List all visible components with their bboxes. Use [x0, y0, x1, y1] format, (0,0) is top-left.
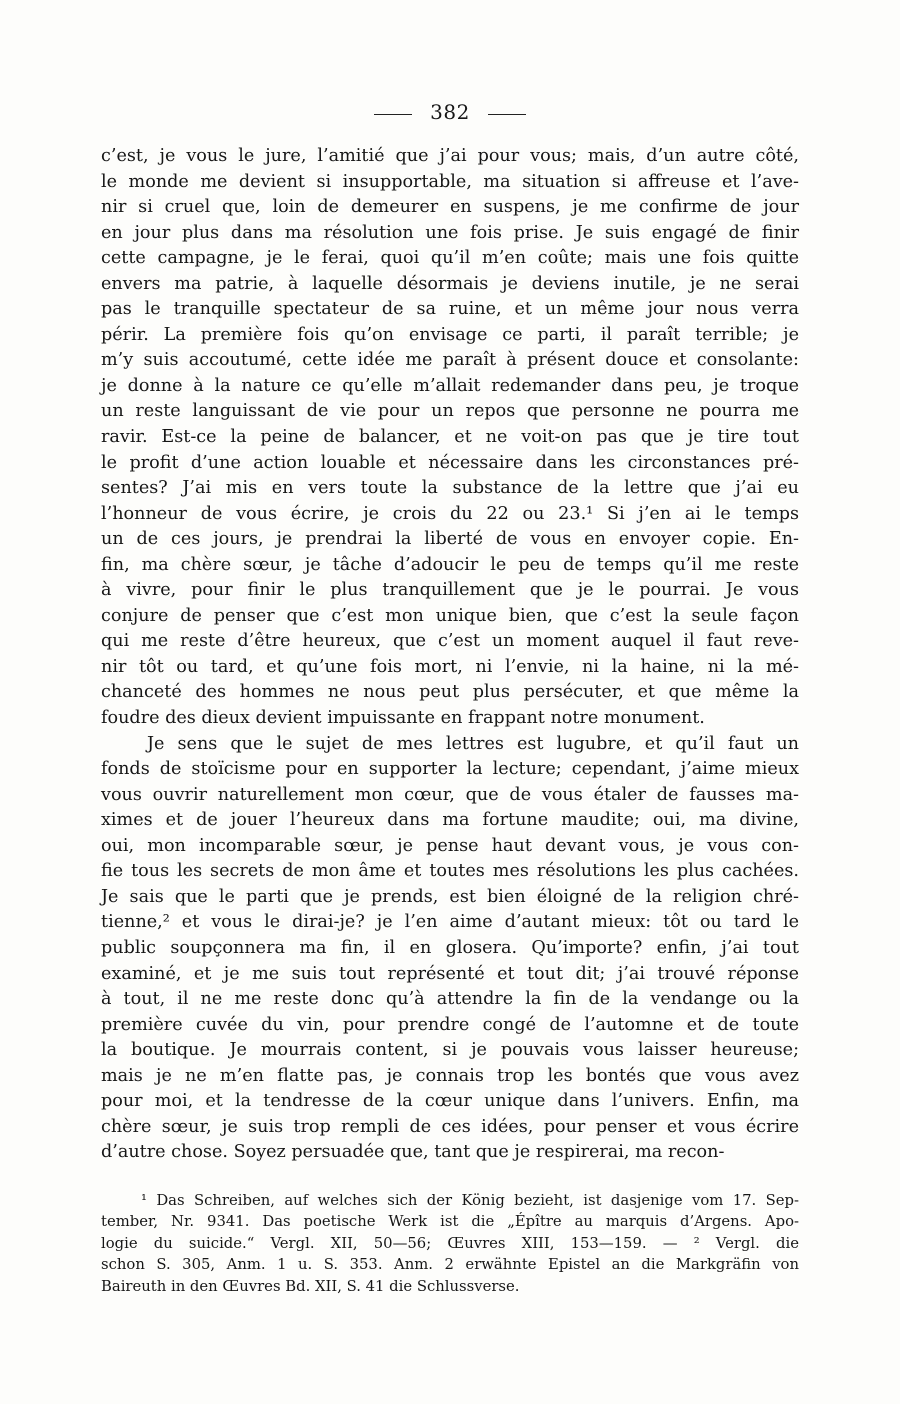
- text-line: vous ouvrir naturellement mon cœur, que de vous étaler de fausses ma-: [101, 784, 799, 805]
- text-line: c’est, je vous le jure, l’amitié que j’ai pour vous; mais, d’un autre côté,: [101, 146, 799, 166]
- text-line: fin, ma chère sœur, je tâche d’adoucir le peu de temps qu’il me reste: [101, 554, 799, 575]
- text-line: nir tôt ou tard, et qu’une fois mort, ni l’envie, ni la haine, ni la mé-: [101, 656, 799, 677]
- text-line: à tout, il ne me reste donc qu’à attendre la fin de la vendange ou la: [101, 989, 799, 1010]
- text-line: ximes et de jouer l’heureux dans ma fortune maudite; oui, ma divine,: [101, 810, 799, 831]
- text-line: qui me reste d’être heureux, que c’est un moment auquel il faut reve-: [101, 631, 799, 652]
- text-line: sentes? J’ai mis en vers toute la substance de la lettre que j’ai eu: [101, 478, 799, 499]
- text-line: chanceté des hommes ne nous peut plus persécuter, et que même la: [101, 682, 799, 703]
- text-line: un de ces jours, je prendrai la liberté de vous en envoyer copie. En-: [101, 529, 799, 550]
- text-line: fie tous les secrets de mon âme et toutes mes résolutions les plus cachées.: [101, 861, 799, 882]
- body-text: [101, 144, 799, 1166]
- footnote-line: ¹ Das Schreiben, auf welches sich der König bezieht, ist dasjenige vom 17. Sep-: [141, 1192, 799, 1209]
- text-line: Je sais que le parti que je prends, est bien éloigné de la religion chré-: [101, 886, 799, 907]
- text-line: la boutique. Je mourrais content, si je pouvais vous laisser heureuse;: [101, 1040, 799, 1061]
- text-line: nir si cruel que, loin de demeurer en suspens, je me confirme de jour: [101, 197, 799, 218]
- text-line: cette campagne, je le ferai, quoi qu’il m’en coûte; mais une fois quitte: [101, 248, 799, 269]
- text-line: pas le tranquille spectateur de sa ruine, et un même jour nous verra: [101, 299, 799, 320]
- text-line: fonds de stoïcisme pour en supporter la lecture; cependant, j’aime mieux: [101, 759, 799, 780]
- text-line: conjure de penser que c’est mon unique bien, que c’est la seule façon: [101, 605, 799, 626]
- text-line: Je sens que le sujet de mes lettres est lugubre, et qu’il faut un: [147, 733, 799, 754]
- left-dash-rule: [374, 114, 412, 115]
- footnotes: [101, 1190, 799, 1297]
- text-line: d’autre chose. Soyez persuadée que, tant que je respirerai, ma recon-: [101, 1142, 725, 1163]
- text-line: périr. La première fois qu’on envisage ce parti, il paraît terrible; je: [101, 324, 799, 345]
- text-line: examiné, et je me suis tout représenté et tout dit; j’ai trouvé réponse: [101, 963, 799, 984]
- text-line: public soupçonnera ma fin, il en glosera. Qu’importe? enfin, j’ai tout: [101, 937, 799, 958]
- text-line: l’honneur de vous écrire, je crois du 22 ou 23.¹ Si j’en ai le temps: [101, 503, 799, 524]
- text-line: foudre des dieux devient impuissante en frappant notre monument.: [101, 708, 705, 729]
- text-line: mais je ne m’en flatte pas, je connais trop les bontés que vous avez: [101, 1065, 799, 1086]
- footnote-line: Baireuth in den Œuvres Bd. XII, S. 41 die Schlussverse.: [101, 1277, 520, 1295]
- footnote-line: logie du suicide.“ Vergl. XII, 50—56; Œuvres XIII, 153—159. — ² Vergl. die: [101, 1234, 799, 1252]
- text-line: je donne à la nature ce qu’elle m’allait redemander dans peu, je troque: [101, 375, 799, 396]
- text-line: première cuvée du vin, pour prendre congé de l’automne et de toute: [101, 1014, 799, 1035]
- text-line: un reste languissant de vie pour un repos que personne ne pourra me: [101, 401, 799, 422]
- text-line: le monde me devient si insupportable, ma situation si affreuse et l’ave-: [101, 171, 799, 192]
- footnote-line: schon S. 305, Anm. 1 u. S. 353. Anm. 2 erwähnte Epistel an die Markgräfin von: [101, 1256, 799, 1274]
- text-line: le profit d’une action louable et nécessaire dans les circonstances pré-: [101, 452, 799, 473]
- text-line: pour moi, et la tendresse de la cœur unique dans l’univers. Enfin, ma: [101, 1091, 799, 1112]
- text-line: oui, mon incomparable sœur, je pense haut devant vous, je vous con-: [101, 835, 799, 856]
- footnote-line: tember, Nr. 9341. Das poetische Werk ist die „Épître au marquis d’Argens. Apo-: [101, 1213, 799, 1231]
- text-line: chère sœur, je suis trop rempli de ces idées, pour penser et vous écrire: [101, 1116, 799, 1137]
- text-line: ravir. Est-ce la peine de balancer, et ne voit-on pas que je tire tout: [101, 427, 799, 448]
- right-dash-rule: [488, 114, 526, 115]
- text-line: tienne,² et vous le dirai-je? je l’en aime d’autant mieux: tôt ou tard le: [101, 912, 799, 933]
- text-line: envers ma patrie, à laquelle désormais je deviens inutile, je ne serai: [101, 273, 799, 294]
- text-line: à vivre, pour finir le plus tranquillement que je le pourrai. Je vous: [101, 580, 799, 601]
- text-line: en jour plus dans ma résolution une fois prise. Je suis engagé de finir: [101, 222, 799, 243]
- page-number: 382: [430, 100, 470, 124]
- text-line: m’y suis accoutumé, cette idée me paraît à présent douce et consolante:: [101, 350, 799, 371]
- page-header: [0, 100, 900, 124]
